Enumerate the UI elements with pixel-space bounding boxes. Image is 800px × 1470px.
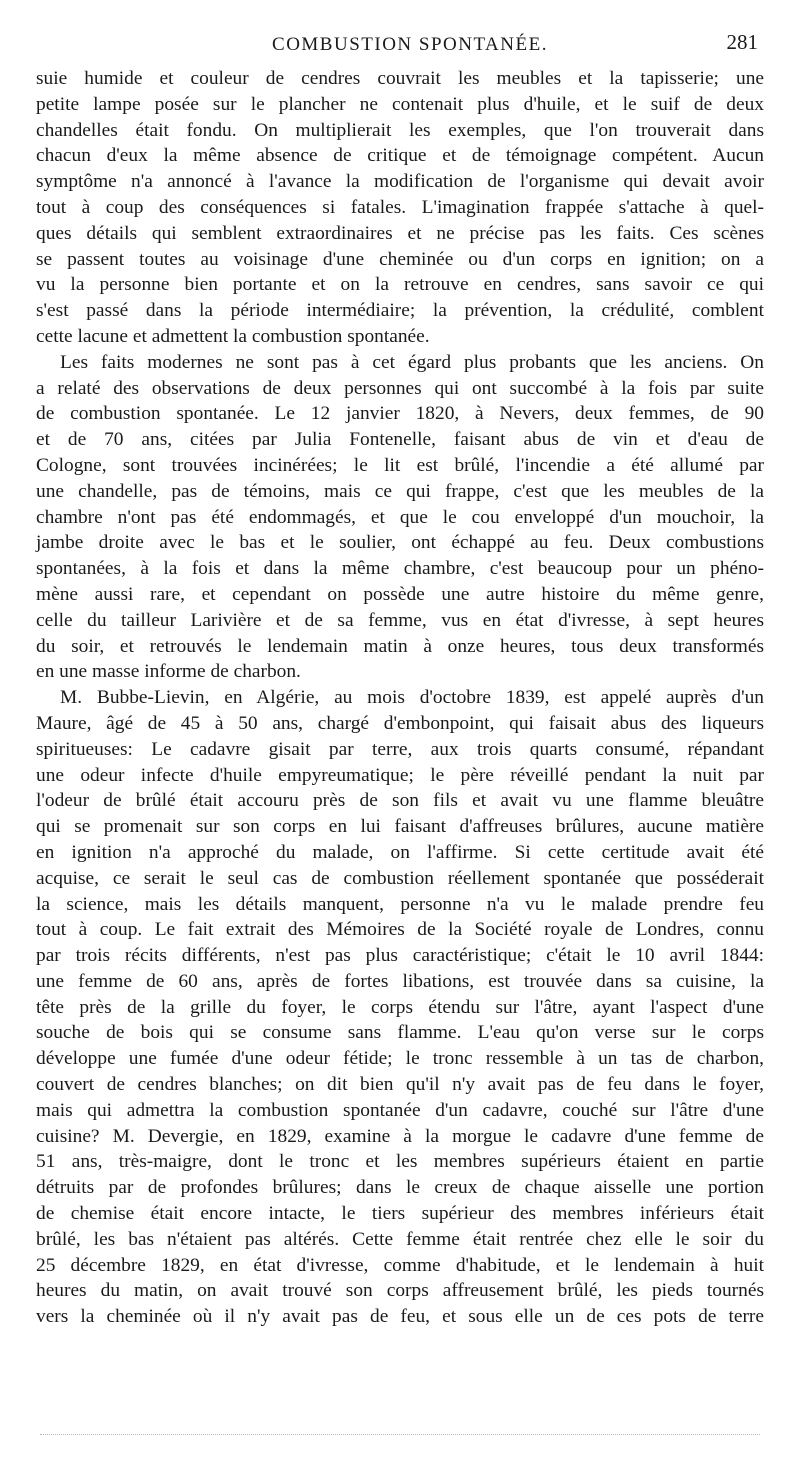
text-line: mène aussi rare, et cependant on possède une autre histoire du même genre, bbox=[36, 583, 764, 605]
text-line: celle du tailleur Larivière et de sa femme, vus en état d'ivresse, à sept heures bbox=[36, 609, 764, 631]
text-line: mais qui admettra la combustion spontanée d'un cadavre, couché sur l'âtre d'une bbox=[36, 1099, 764, 1121]
text-line: qui se promenait sur son corps en lui faisant d'affreuses brûlures, aucune matière bbox=[36, 816, 764, 838]
text-line: du soir, et retrouvés le lendemain matin à onze heures, tous deux transformés bbox=[36, 635, 764, 657]
text-line: l'odeur de brûlé était accouru près de son fils et avait vu une flamme bleuâtre bbox=[36, 790, 764, 812]
text-line: chacun d'eux la même absence de critique et de témoignage compétent. Aucun bbox=[36, 145, 764, 167]
text-line: acquise, ce serait le seul cas de combustion réellement spontanée que posséderait bbox=[36, 867, 764, 889]
text-line: en une masse informe de charbon. bbox=[36, 661, 301, 683]
text-line: chandelles était fondu. On multiplierait les exemples, que l'on trouverait dans bbox=[36, 119, 764, 141]
text-line: de chemise était encore intacte, le tiers supérieur des membres inférieurs était bbox=[36, 1203, 764, 1225]
footer-rule bbox=[40, 1434, 760, 1435]
running-title: COMBUSTION SPONTANÉE. bbox=[272, 34, 548, 55]
paragraph bbox=[36, 66, 764, 350]
text-line: 51 ans, très-maigre, dont le tronc et les membres supérieurs étaient en partie bbox=[36, 1151, 764, 1173]
text-line: ques détails qui semblent extraordinaires et ne précise pas les faits. Ces scènes bbox=[36, 222, 764, 244]
text-line: une odeur infecte d'huile empyreumatique; le père réveillé pendant la nuit par bbox=[36, 764, 764, 786]
paragraph bbox=[36, 685, 764, 1330]
text-line: Les faits modernes ne sont pas à cet égard plus probants que les anciens. On bbox=[60, 351, 764, 373]
text-line: développe une fumée d'une odeur fétide; le tronc ressemble à un tas de charbon, bbox=[36, 1048, 764, 1070]
text-line: s'est passé dans la période intermédiaire; la prévention, la crédulité, comblent bbox=[36, 300, 764, 322]
text-line: en ignition n'a approché du malade, on l'affirme. Si cette certitude avait été bbox=[36, 841, 764, 863]
text-line: vers la cheminée où il n'y avait pas de feu, et sous elle un de ces pots de terre bbox=[36, 1306, 764, 1328]
text-line: heures du matin, on avait trouvé son corps affreusement brûlé, les pieds tournés bbox=[36, 1280, 764, 1302]
text-line: a relaté des observations de deux personnes qui ont succombé à la fois par suite bbox=[36, 377, 764, 399]
text-line: une chandelle, pas de témoins, mais ce qui frappe, c'est que les meubles de la bbox=[36, 480, 764, 502]
text-line: Cologne, sont trouvées incinérées; le lit est brûlé, l'incendie a été allumé par bbox=[36, 454, 764, 476]
page-number: 281 bbox=[726, 30, 758, 54]
text-line: et de 70 ans, citées par Julia Fontenelle, faisant abus de vin et d'eau de bbox=[36, 429, 764, 451]
text-line: spontanées, à la fois et dans la même chambre, c'est beaucoup pour un phéno- bbox=[36, 558, 764, 580]
text-line: par trois récits différents, n'est pas plus caractéristique; c'était le 10 avril 1844: bbox=[36, 945, 764, 967]
running-head bbox=[60, 30, 760, 60]
text-line: symptôme n'a annoncé à l'avance la modification de l'organisme qui devait avoir bbox=[36, 171, 764, 193]
paragraph bbox=[36, 350, 764, 685]
text-line: brûlé, les bas n'étaient pas altérés. Cette femme était rentrée chez elle le soir du bbox=[36, 1228, 764, 1250]
text-line: cette lacune et admettent la combustion spontanée. bbox=[36, 325, 430, 347]
text-line: souche de bois qui se consume sans flamme. L'eau qu'on verse sur le corps bbox=[36, 1022, 764, 1044]
text-line: se passent toutes au voisinage d'une cheminée ou d'un corps en ignition; on a bbox=[36, 248, 764, 270]
text-line: suie humide et couleur de cendres couvrait les meubles et la tapisserie; une bbox=[36, 68, 764, 89]
body-text bbox=[36, 66, 764, 1330]
text-line: une femme de 60 ans, après de fortes libations, est trouvée dans sa cuisine, la bbox=[36, 970, 764, 992]
text-line: M. Bubbe-Lievin, en Algérie, au mois d'octobre 1839, est appelé auprès d'un bbox=[60, 687, 764, 709]
text-line: 25 décembre 1829, en état d'ivresse, comme d'habitude, et le lendemain à huit bbox=[36, 1254, 764, 1276]
text-line: jambe droite avec le bas et le soulier, ont échappé au feu. Deux combustions bbox=[36, 532, 764, 554]
text-line: détruits par de profondes brûlures; dans le creux de chaque aisselle une portion bbox=[36, 1177, 764, 1199]
text-line: spiritueuses: Le cadavre gisait par terre, aux trois quarts consumé, répandant bbox=[36, 738, 764, 760]
text-line: cuisine? M. Devergie, en 1829, examine à la morgue le cadavre d'une femme de bbox=[36, 1125, 764, 1147]
text-line: de combustion spontanée. Le 12 janvier 1820, à Nevers, deux femmes, de 90 bbox=[36, 403, 764, 425]
text-line: tête près de la grille du foyer, le corps étendu sur l'âtre, ayant l'aspect d'une bbox=[36, 996, 764, 1018]
text-line: chambre n'ont pas été endommagés, et que le cou enveloppé d'un mouchoir, la bbox=[36, 506, 764, 528]
text-line: petite lampe posée sur le plancher ne contenait plus d'huile, et le suif de deux bbox=[36, 93, 764, 115]
text-line: tout à coup. Le fait extrait des Mémoires de la Société royale de Londres, connu bbox=[36, 919, 764, 941]
text-line: tout à coup des conséquences si fatales. L'imagination frappée s'attache à quel- bbox=[36, 196, 764, 218]
text-line: Maure, âgé de 45 à 50 ans, chargé d'embonpoint, qui faisait abus des liqueurs bbox=[36, 712, 764, 734]
text-line: couvert de cendres blanches; on dit bien qu'il n'y avait pas de feu dans le foyer, bbox=[36, 1074, 764, 1096]
text-line: la science, mais les détails manquent, personne n'a vu le malade prendre feu bbox=[36, 893, 764, 915]
text-line: vu la personne bien portante et on la retrouve en cendres, sans savoir ce qui bbox=[36, 274, 764, 296]
